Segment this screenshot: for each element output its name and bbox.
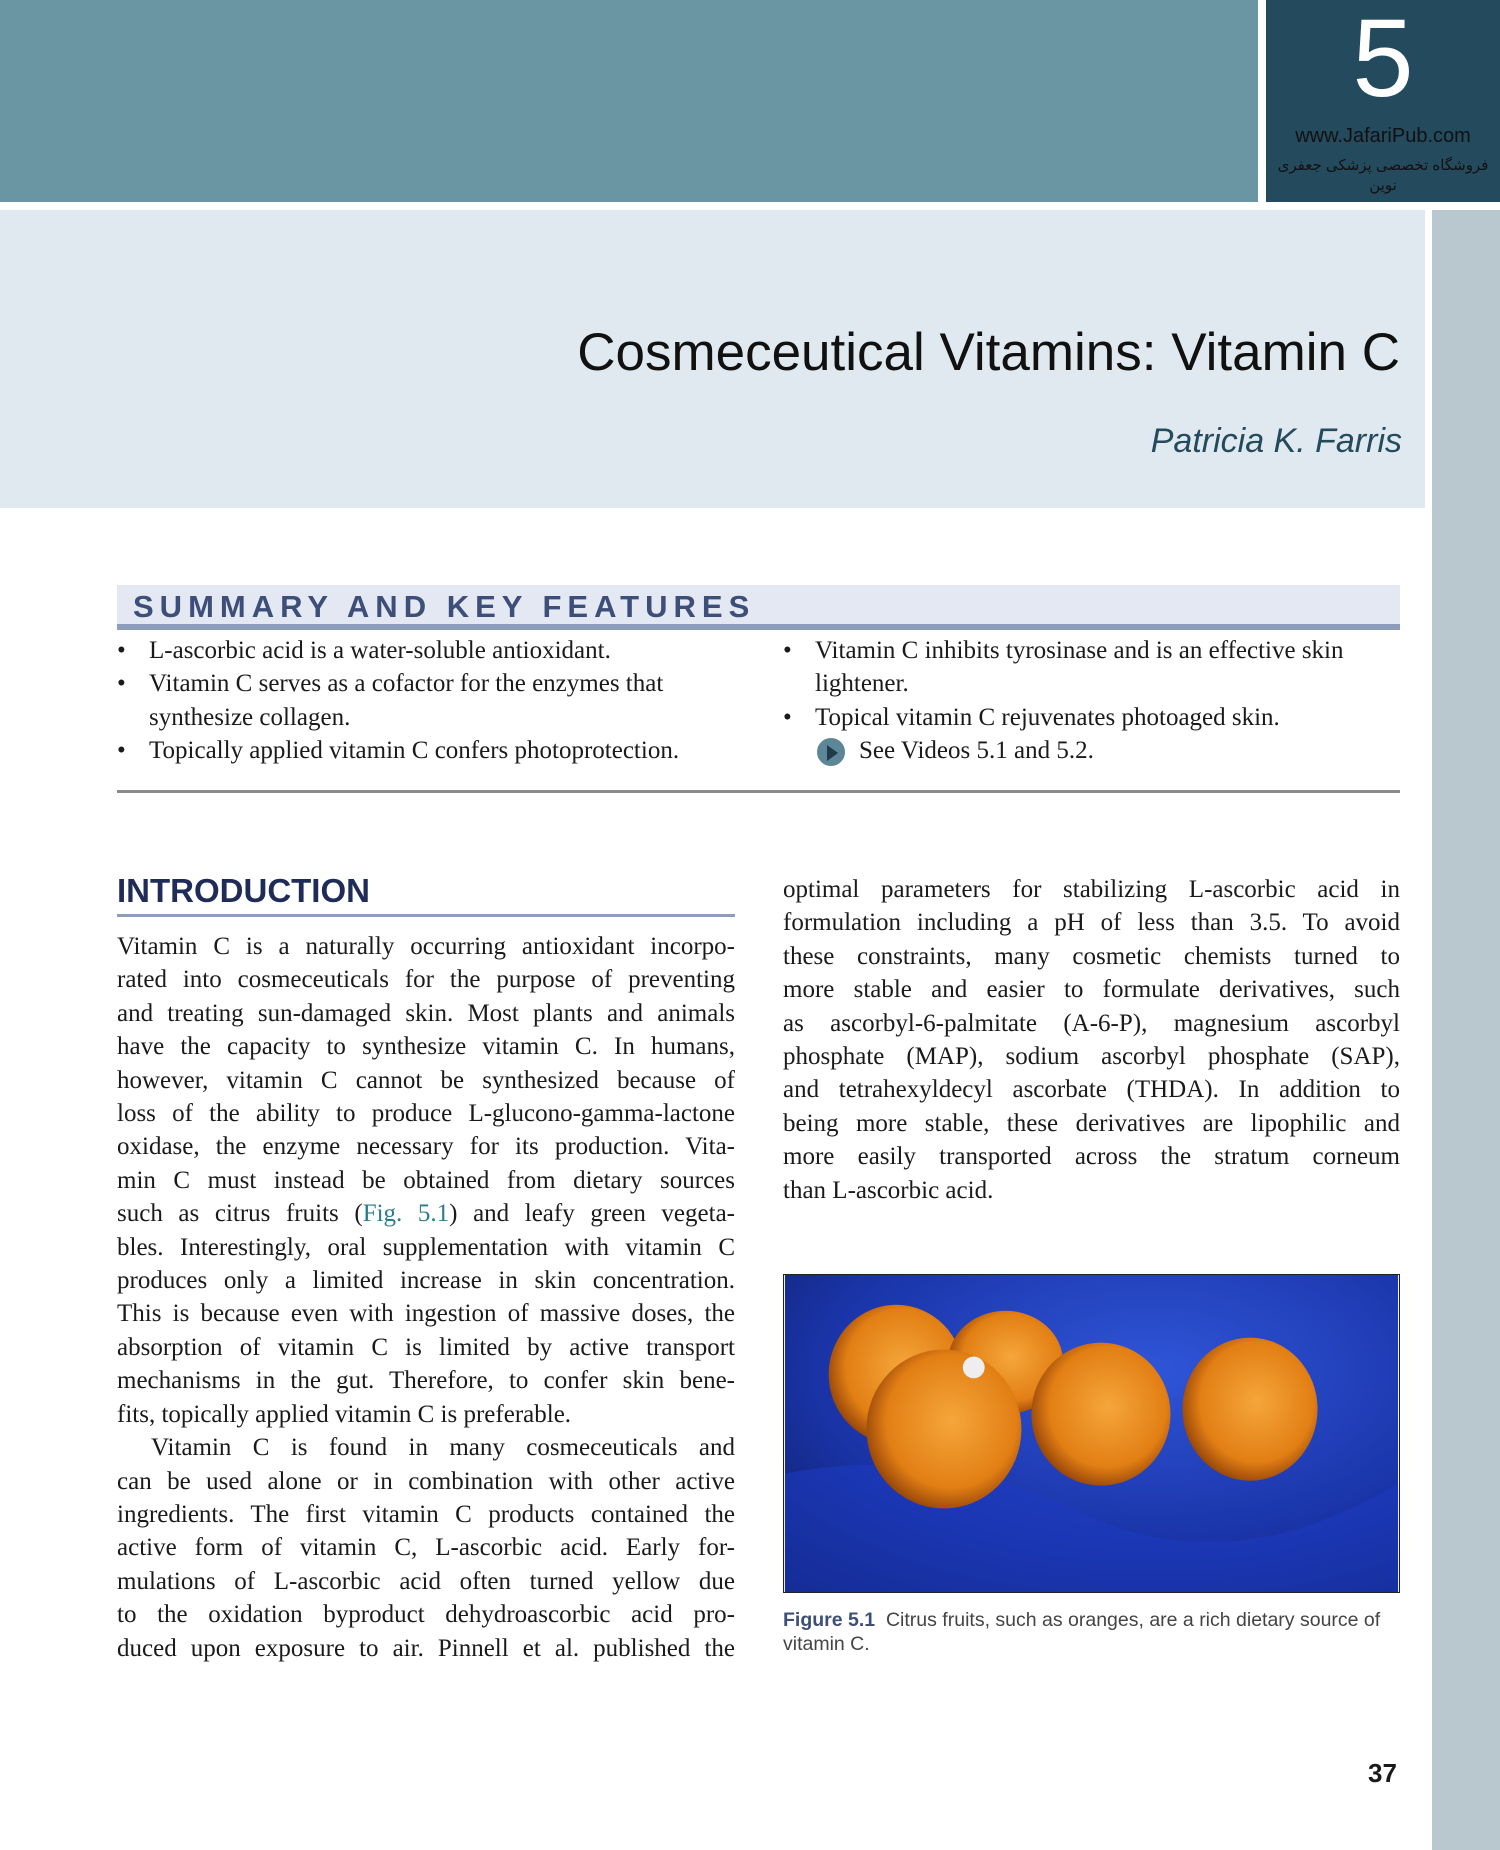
video-link[interactable]	[783, 734, 1403, 767]
text-line: absorption of vitamin C is limited by active transport	[117, 1333, 735, 1361]
text-line: oxidase, the enzyme necessary for its production. Vita-	[117, 1133, 735, 1161]
summary-item: • Topically applied vitamin C confers photoprotection.	[117, 734, 737, 767]
text-line	[117, 1197, 735, 1230]
text-line: Vitamin C is found in many cosmeceuticals and	[151, 1434, 735, 1462]
text-line: and treating sun-damaged skin. Most plants and animals	[117, 999, 735, 1027]
text-line: ingredients. The first vitamin C products contained the	[117, 1500, 735, 1528]
text-line: fits, topically applied vitamin C is preferable.	[117, 1400, 572, 1428]
summary-item: • L-ascorbic acid is a water-soluble antioxidant.	[117, 634, 737, 667]
text-line: rated into cosmeceuticals for the purpose of preventing	[117, 966, 735, 994]
chapter-number: 5	[1352, 0, 1414, 120]
text-line: can be used alone or in combination with other active	[117, 1467, 735, 1495]
text-line: duced upon exposure to air. Pinnell et al. published the	[117, 1634, 735, 1662]
summary-list-left	[117, 634, 737, 768]
text-line: optimal parameters for stabilizing L-ascorbic acid in	[783, 876, 1400, 903]
text-line: produces only a limited increase in skin concentration.	[117, 1267, 735, 1295]
text: such as citrus fruits (	[117, 1200, 363, 1228]
left-column	[117, 930, 735, 1665]
watermark-logo	[1266, 124, 1500, 196]
text-line: more stable and easier to formulate derivatives, such	[783, 976, 1400, 1004]
text-line: as ascorbyl-6-palmitate (A-6-P), magnesium ascorbyl	[783, 1009, 1400, 1037]
side-strip	[1432, 210, 1500, 1850]
page-number: 37	[1368, 1758, 1397, 1788]
text-line: active form of vitamin C, L-ascorbic acid. Early for-	[117, 1534, 735, 1562]
text-line: mechanisms in the gut. Therefore, to confer skin bene-	[117, 1367, 735, 1395]
text-line: these constraints, many cosmetic chemists turned to	[783, 942, 1400, 970]
text-line: more easily transported across the stratum corneum	[783, 1143, 1400, 1171]
text-line: phosphate (MAP), sodium ascorbyl phosphate (SAP),	[783, 1043, 1400, 1071]
right-column	[783, 873, 1400, 1207]
text-line: loss of the ability to produce L-glucono-gamma-lactone	[117, 1100, 735, 1128]
text-line: min C must instead be obtained from dietary sources	[117, 1166, 735, 1194]
summary-heading-text: SUMMARY AND KEY FEATURES	[133, 589, 756, 624]
text-line: Vitamin C is a naturally occurring antioxidant incorpo-	[117, 933, 735, 960]
text-line: than L-ascorbic acid.	[783, 1176, 994, 1204]
video-link-text: See Videos 5.1 and 5.2.	[859, 737, 1094, 765]
divider	[117, 790, 1400, 793]
video-play-icon	[817, 738, 845, 766]
text-line: to the oxidation byproduct dehydroascorbic acid pro-	[117, 1601, 735, 1629]
text: ) and leafy green vegeta-	[449, 1200, 735, 1228]
text-line: have the capacity to synthesize vitamin C. In humans,	[117, 1033, 735, 1061]
text-line: however, vitamin C cannot be synthesized because of	[117, 1066, 735, 1094]
figure-link[interactable]: Fig. 5.1	[362, 1200, 450, 1228]
figure-label: Figure 5.1	[783, 1609, 876, 1631]
summary-item: • Vitamin C serves as a cofactor for the enzymes that synthesize collagen.	[117, 667, 737, 734]
text-line: being more stable, these derivatives are lipophilic and	[783, 1109, 1400, 1137]
figure-caption-text: Citrus fruits, such as oranges, are a rich dietary source of vitamin C.	[783, 1609, 1381, 1655]
summary-heading	[117, 585, 1400, 630]
figure-caption	[783, 1608, 1403, 1656]
author: Patricia K. Farris	[1150, 422, 1402, 460]
section-heading: INTRODUCTION	[117, 872, 735, 917]
text-line: bles. Interestingly, oral supplementation with vitamin C	[117, 1233, 735, 1261]
text-line: and tetrahexyldecyl ascorbate (THDA). In addition to	[783, 1076, 1400, 1104]
text-line: This is because even with ingestion of massive doses, the	[117, 1300, 735, 1328]
summary-item: • Vitamin C inhibits tyrosinase and is an effective skin lightener.	[783, 634, 1403, 701]
header-band	[0, 0, 1258, 202]
text-line: formulation including a pH of less than 3.5. To avoid	[783, 909, 1400, 937]
chapter-title: Cosmeceutical Vitamins: Vitamin C	[577, 323, 1400, 382]
summary-list-right	[783, 634, 1403, 768]
figure-image-oranges	[783, 1274, 1400, 1593]
watermark-text: فروشگاه تخصصی پزشکی جعفری نوین	[1277, 157, 1489, 194]
text-line: mulations of L-ascorbic acid often turned yellow due	[117, 1567, 735, 1595]
watermark-url: www.JafariPub.com	[1295, 125, 1471, 147]
summary-item: • Topical vitamin C rejuvenates photoaged skin.	[783, 701, 1403, 734]
